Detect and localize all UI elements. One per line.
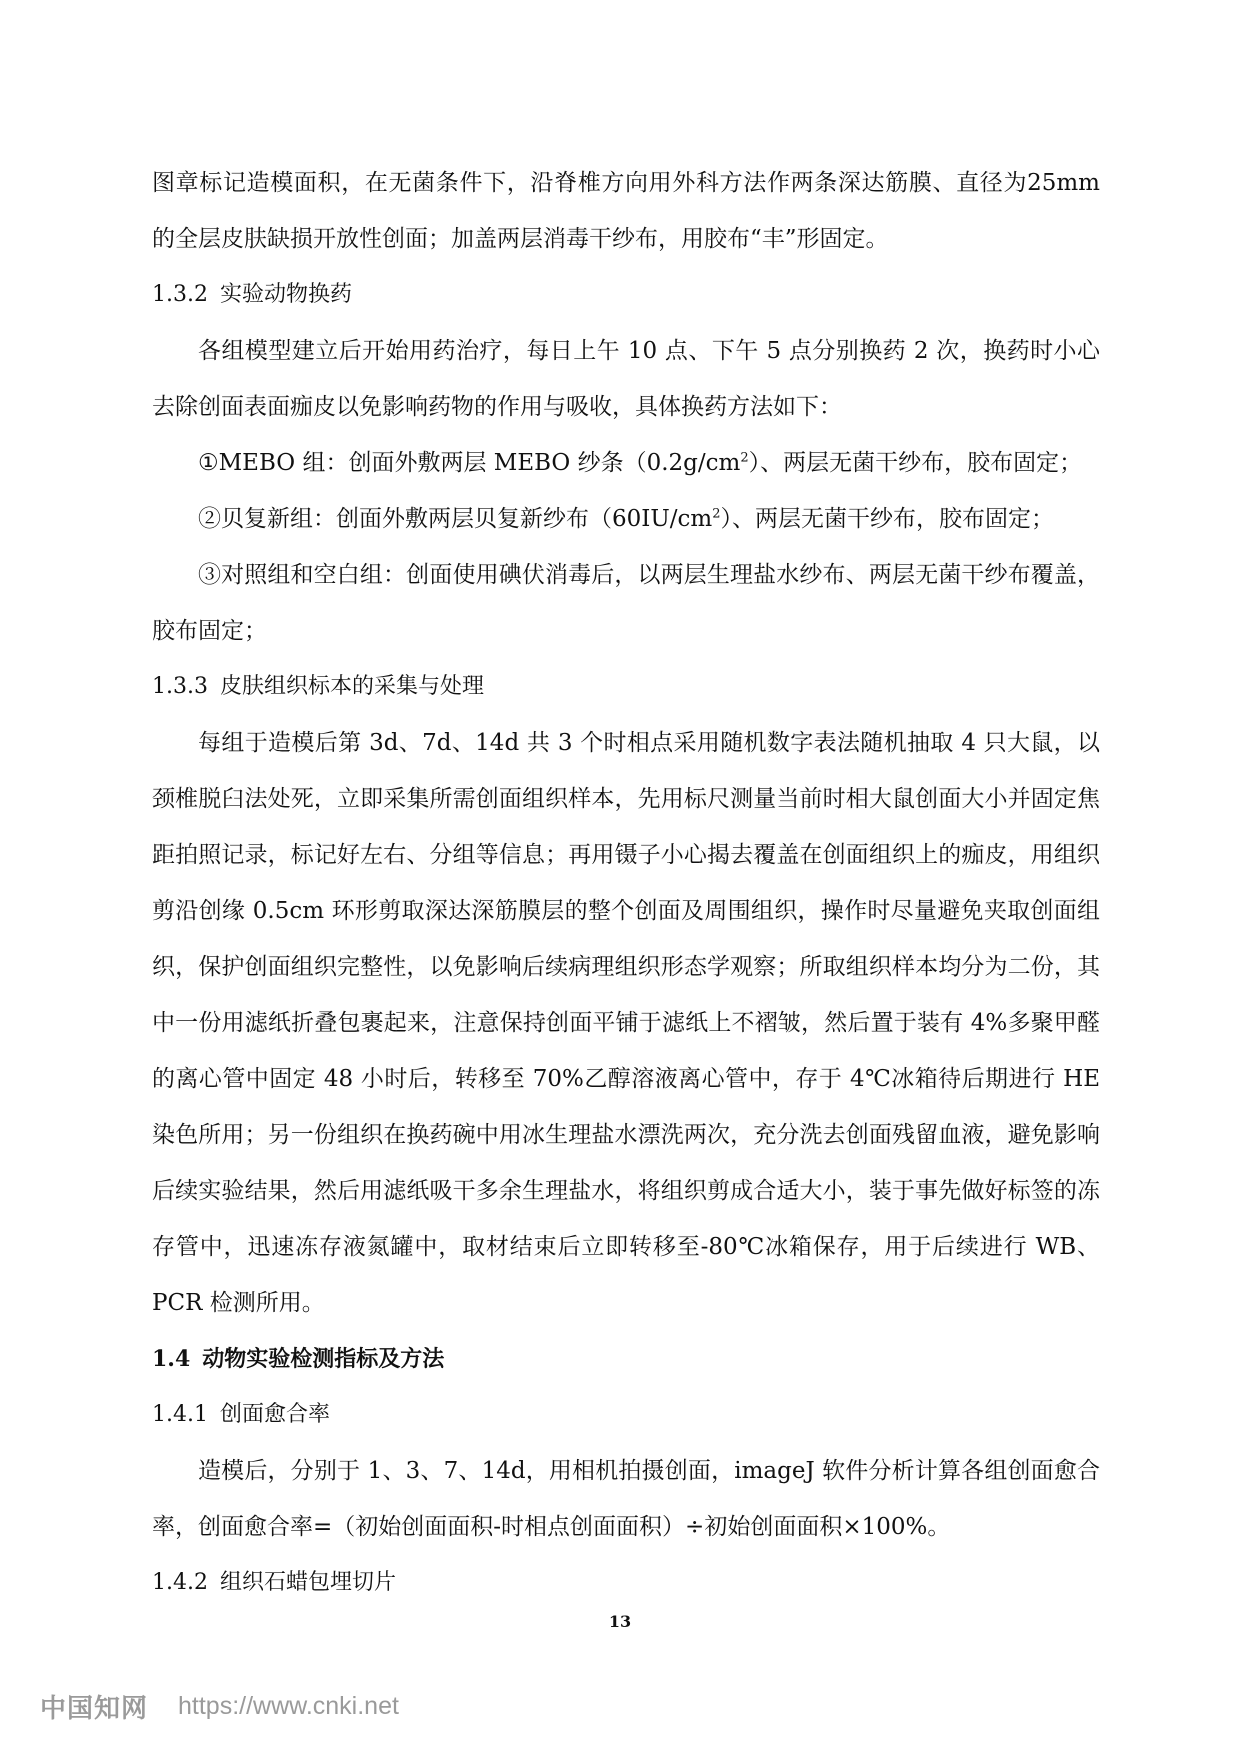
- section-heading-1-4-2: [152, 1555, 1100, 1611]
- section-heading-1-3-3: [152, 659, 1100, 715]
- section-number: 1.4: [152, 1346, 191, 1372]
- section-heading-1-4: [152, 1331, 1100, 1387]
- section-number: 1.3.3: [152, 674, 208, 699]
- paragraph-mebo-group: ①MEBO 组：创面外敷两层 MEBO 纱条$(0.2g/cm^2)$、两层无菌干纱布，胶布固定；: [198, 450, 1083, 476]
- section-title: 组织石蜡包埋切片: [219, 1570, 396, 1595]
- paragraph-healing-rate: 造模后，分别于 1、3、7、14d，用相机拍摄创面，imageJ 软件分析计算各组创面愈合率，创面愈合率=（初始创面面积-时相点创面面积）÷初始创面面积×100%。: [152, 1458, 1100, 1540]
- cnki-logo: 中国知网: [40, 1693, 149, 1724]
- paragraph-wound-model: 图章标记造模面积，在无菌条件下，沿脊椎方向用外科方法作两条深达筋膜、直径为25mm 的全层皮肤缺损开放性创面；加盖两层消毒干纱布，用胶布“丰”形固定。: [152, 170, 1100, 252]
- section-number: 1.4.2: [152, 1570, 208, 1595]
- section-title: 实验动物换药: [219, 282, 352, 307]
- paragraph-control-group: ③对照组和空白组：创面使用碘伏消毒后，以两层生理盐水纱布、两层无菌干纱布覆盖，胶布固定；: [152, 562, 1100, 644]
- section-title: 创面愈合率: [219, 1402, 330, 1427]
- paragraph-dressing-change: 各组模型建立后开始用药治疗，每日上午 10 点、下午 5 点分别换药 2 次，换药时小心去除创面表面痂皮以免影响药物的作用与吸收，具体换药方法如下：: [152, 338, 1100, 420]
- page-body: [152, 155, 1100, 1611]
- paragraph-sample-collection: 每组于造模后第 3d、7d、14d 共 3 个时相点采用随机数字表法随机抽取 4 只大鼠，以颈椎脱臼法处死，立即采集所需创面组织样本，先用标尺测量当前时相大鼠创面大小并固定焦距拍照记录，标记好左右、分组等信息；再用镊子小心揭去覆盖在创面组织上的痂皮，用组织剪沿创缘 0.5cm 环形剪取深达深筋膜层的整个创面及周围组织，操作时尽量避免夹取创面组织，保护创面组织完整性，以免影响后续病理组织形态学观察；所取组织样本均分为二份，其中一份用滤纸折叠包裹起来，注意保持创面平铺于滤纸上不褶皱，然后置于装有 4%多聚甲醛的离心管中固定 48 小时后，转移至 70%乙醇溶液离心管中，存于 4℃冰箱待后期进行 HE 染色所用；另一份组织在换药碗中用冰生理盐水漂洗两次，充分洗去创面残留血液，避免影响后续实验结果，然后用滤纸吸干多余生理盐水，将组织剪成合适大小，装于事先做好标签的冻存管中，迅速冻存液氮罐中，取材结束后立即转移至-80℃冰箱保存，用于后续进行 WB、PCR 检测所用。: [152, 730, 1100, 1316]
- section-title: 皮肤组织标本的采集与处理: [219, 674, 484, 699]
- section-heading-1-4-1: [152, 1387, 1100, 1443]
- section-number: 1.4.1: [152, 1402, 208, 1427]
- section-title: 动物实验检测指标及方法: [202, 1346, 445, 1372]
- footer-url: https://www.cnki.net: [178, 1691, 399, 1720]
- section-number: 1.3.2: [152, 282, 208, 307]
- section-heading-1-3-2: [152, 267, 1100, 323]
- paragraph-beifuxin-group: ②贝复新组：创面外敷两层贝复新纱布$(60IU/cm^2)$、两层无菌干纱布，胶布固定；: [198, 506, 1054, 532]
- page-number: 13: [608, 1612, 632, 1631]
- watermark-footer: [40, 1686, 399, 1726]
